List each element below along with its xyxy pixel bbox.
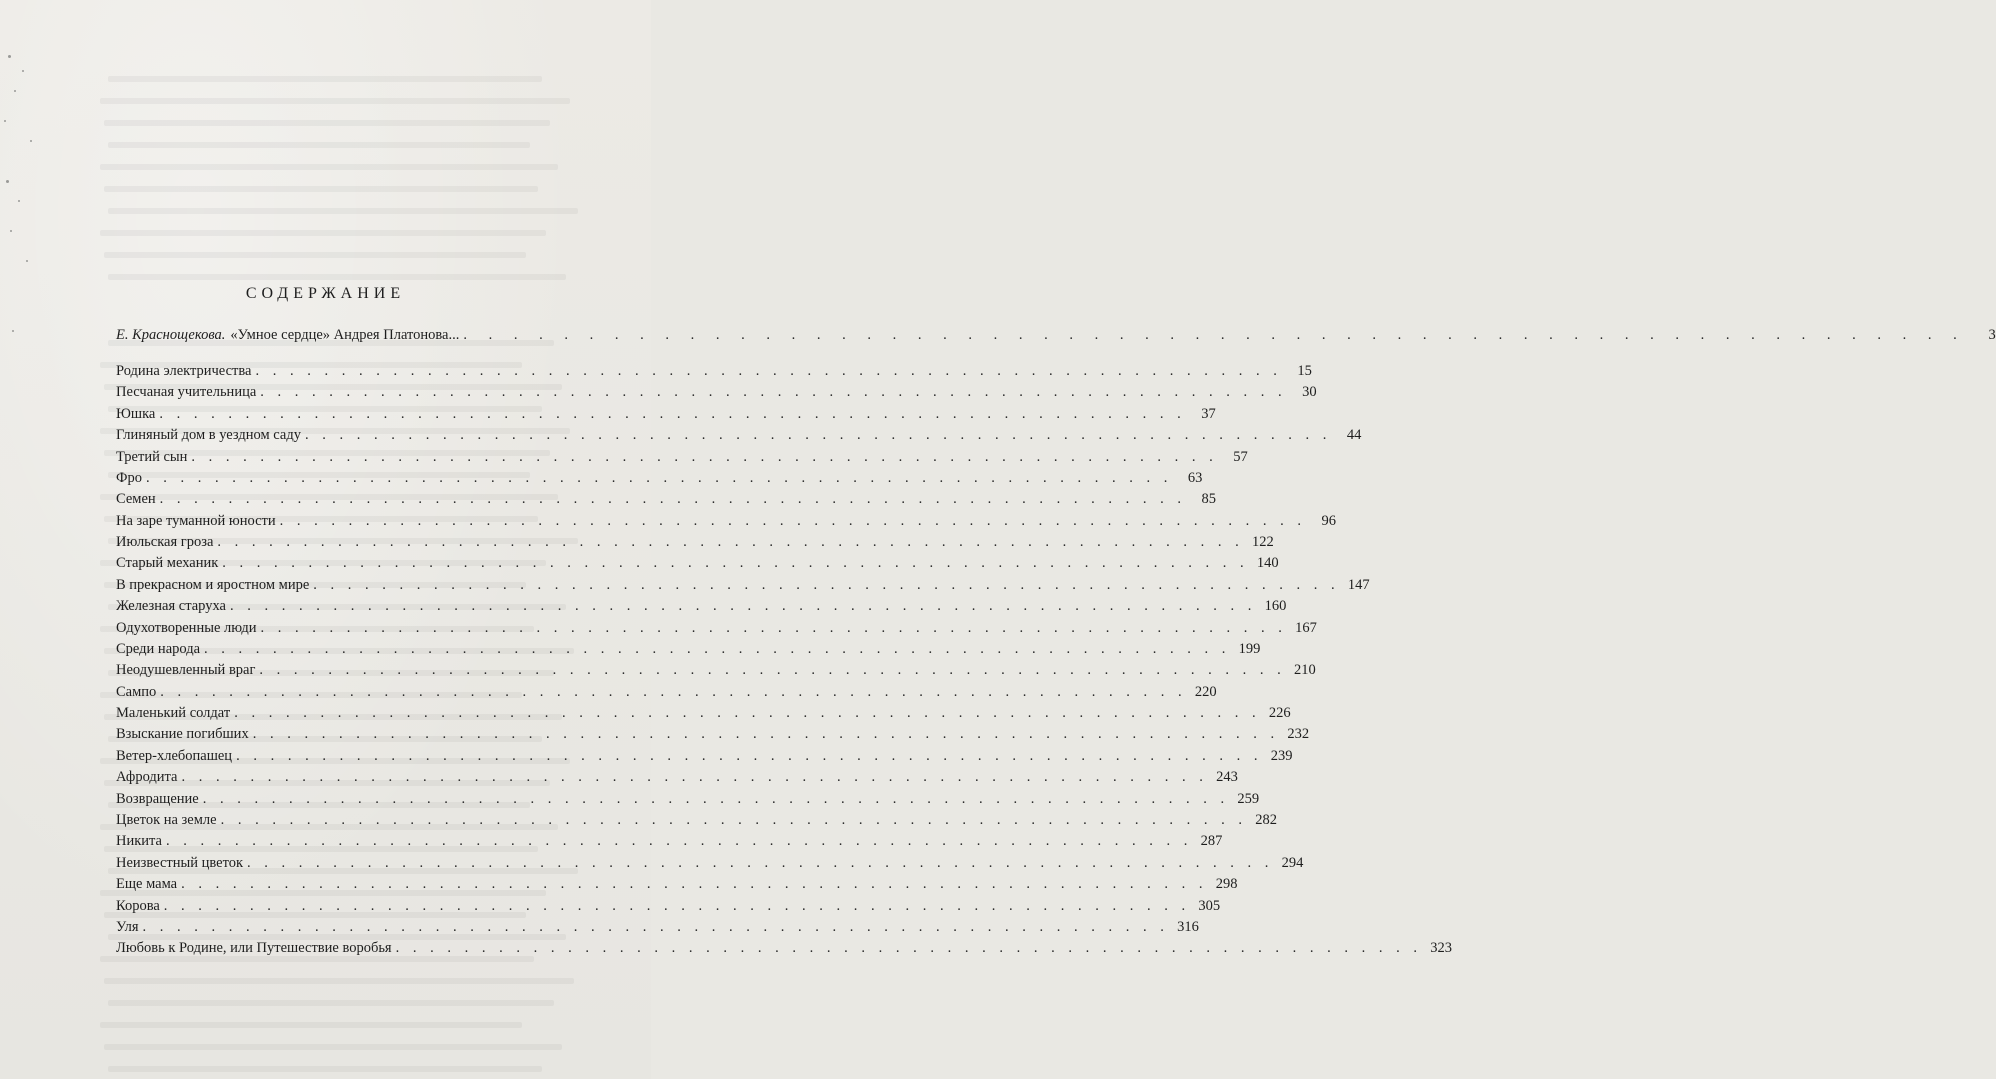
toc-entry-page: 30 xyxy=(1302,384,1317,401)
bleed-line xyxy=(108,76,542,82)
toc-entry-page: 287 xyxy=(1200,833,1223,850)
leader-dots: . . . . . . . . . . . . . . . . . . . . . . . . . . . . . . . . . . . . . . . . . . . . . . . . . . . . . . . . . . . . xyxy=(166,833,1193,850)
bleed-line xyxy=(108,1000,554,1006)
toc-entry xyxy=(116,491,1217,513)
toc-entry-page: 316 xyxy=(1177,918,1199,935)
leader-dots: . . . . . . . . . . . . . . . . . . . . . . . . . . . . . . . . . . . . . . . . . . . . . . . . . . . . . . . . . . . . xyxy=(463,327,1966,343)
toc-entry-title: Юшка xyxy=(116,405,156,422)
toc-entry-title: Ветер-хлебопашец xyxy=(116,747,233,764)
toc-entry-title: Старый механик xyxy=(116,555,219,572)
toc-entry-page: 37 xyxy=(1201,405,1216,422)
toc-entry-page: 294 xyxy=(1281,854,1304,871)
toc-intro-entry xyxy=(116,327,1996,349)
bleed-line xyxy=(100,230,546,236)
leader-dots: . . . . . . . . . . . . . . . . . . . . . . . . . . . . . . . . . . . . . . . . . . . . . . . . . . . . . . . . . . . . xyxy=(222,555,1249,572)
toc-entry-page: 259 xyxy=(1237,790,1260,807)
toc-entry-page: 239 xyxy=(1270,747,1293,764)
paper-speck xyxy=(12,330,14,332)
leader-dots: . . . . . . . . . . . . . . . . . . . . . . . . . . . . . . . . . . . . . . . . . . . . . . . . . . . . . . . . . . . . xyxy=(145,469,1173,486)
toc-entry-title: На заре туманной юности xyxy=(116,512,276,529)
toc-entry-page: 122 xyxy=(1252,534,1274,551)
toc-entry xyxy=(116,790,1260,813)
toc-entry-title: Взыскание погибших xyxy=(116,726,249,743)
leader-dots: . . . . . . . . . . . . . . . . . . . . . . . . . . . . . . . . . . . . . . . . . . . . . . . . . . . . . . . . . . . . xyxy=(395,940,1422,957)
leader-dots: . . . . . . . . . . . . . . . . . . . . . . . . . . . . . . . . . . . . . . . . . . . . . . . . . . . . . . . . . . . . xyxy=(247,854,1274,871)
paper-speck xyxy=(26,260,28,262)
leader-dots: . . . . . . . . . . . . . . . . . . . . . . . . . . . . . . . . . . . . . . . . . . . . . . . . . . . . . . . . . . . . xyxy=(159,491,1187,508)
toc-entry xyxy=(116,448,1248,471)
paper-speck xyxy=(6,180,9,183)
toc-entry-page: 15 xyxy=(1297,363,1312,379)
toc-intro-page: 3 xyxy=(1988,327,1996,343)
toc-entry-title: Родина электричества xyxy=(116,363,252,379)
leader-dots: . . . . . . . . . . . . . . . . . . . . . . . . . . . . . . . . . . . . . . . . . . . . . . . . . . . . . . . . . . . . xyxy=(204,640,1231,657)
leader-dots: . . . . . . . . . . . . . . . . . . . . . . . . . . . . . . . . . . . . . . . . . . . . . . . . . . . . . . . . . . . . xyxy=(159,405,1186,422)
bleed-line xyxy=(100,164,558,170)
toc-entry xyxy=(116,405,1216,428)
bleed-line xyxy=(104,978,574,984)
toc-entry xyxy=(116,619,1317,642)
toc-entry-title: Июльская гроза xyxy=(116,534,214,551)
paper-speck xyxy=(22,70,24,72)
leader-dots: . . . . . . . . . . . . . . . . . . . . . . . . . . . . . . . . . . . . . . . . . . . . . . . . . . . . . . . . . . . . xyxy=(160,683,1187,700)
leader-dots: . . . . . . . . . . . . . . . . . . . . . . . . . . . . . . . . . . . . . . . . . . . . . . . . . . . . . . . . . . . . xyxy=(217,534,1244,551)
toc-entry-title: Афродита xyxy=(116,769,178,786)
bleed-line xyxy=(108,142,530,148)
toc-entry-page: 199 xyxy=(1238,640,1261,657)
bleed-line xyxy=(104,186,538,192)
leader-dots: . . . . . . . . . . . . . . . . . . . . . . . . . . . . . . . . . . . . . . . . . . . . . . . . . . . . . . . . . . . . xyxy=(220,811,1247,828)
toc-entry xyxy=(116,918,1199,941)
toc-entry-page: 243 xyxy=(1216,769,1238,786)
toc-entry-page: 85 xyxy=(1201,491,1217,508)
toc-entry xyxy=(116,384,1317,406)
leader-dots: . . . . . . . . . . . . . . . . . . . . . . . . . . . . . . . . . . . . . . . . . . . . . . . . . . . . . . . . . . . . xyxy=(279,512,1306,529)
toc-entry xyxy=(116,726,1310,748)
toc-entry-title: Никита xyxy=(116,833,162,850)
toc-entry-page: 226 xyxy=(1268,705,1291,722)
leader-dots: . . . . . . . . . . . . . . . . . . . . . . . . . . . . . . . . . . . . . . . . . . . . . . . . . . . . . . . . . . . . xyxy=(236,747,1263,764)
toc-entry xyxy=(116,576,1370,599)
toc-entry-title: Железная старуха xyxy=(116,598,226,615)
leader-dots: . . . . . . . . . . . . . . . . . . . . . . . . . . . . . . . . . . . . . . . . . . . . . . . . . . . . . . . . . . . . xyxy=(252,726,1280,743)
toc-entry-title: Корова xyxy=(116,897,160,914)
toc-intro-author: Е. Краснощекова. xyxy=(116,327,226,343)
toc-entry xyxy=(116,833,1223,855)
toc-entry-title: Сампо xyxy=(116,683,157,700)
toc-entry xyxy=(116,683,1217,706)
toc-entry xyxy=(116,363,1312,385)
bleed-line xyxy=(104,252,526,258)
toc-entry-page: 232 xyxy=(1287,726,1310,743)
paper-speck xyxy=(10,230,12,232)
toc-entry-title: Цветок на земле xyxy=(116,811,217,828)
leader-dots: . . . . . . . . . . . . . . . . . . . . . . . . . . . . . . . . . . . . . . . . . . . . . . . . . . . . . . . . . . . . xyxy=(229,598,1257,615)
toc-entry-page: 63 xyxy=(1187,469,1203,486)
leader-dots: . . . . . . . . . . . . . . . . . . . . . . . . . . . . . . . . . . . . . . . . . . . . . . . . . . . . . . . . . . . . xyxy=(260,619,1287,636)
leader-dots: . . . . . . . . . . . . . . . . . . . . . . . . . . . . . . . . . . . . . . . . . . . . . . . . . . . . . . . . . . . . xyxy=(313,576,1340,593)
toc-entry xyxy=(116,769,1238,791)
bleed-line xyxy=(104,1044,562,1050)
toc-entry-title: Возвращение xyxy=(116,790,199,807)
paper-speck xyxy=(4,120,6,122)
toc-entry xyxy=(116,705,1291,727)
toc-entry-page: 44 xyxy=(1346,427,1362,444)
leader-dots: . . . . . . . . . . . . . . . . . . . . . . . . . . . . . . . . . . . . . . . . . . . . . . . . . . . . . . . . . . . . xyxy=(181,876,1208,893)
toc-entry-title: Неизвестный цветок xyxy=(116,854,244,871)
toc-entry-page: 323 xyxy=(1430,940,1452,957)
toc-entry-title: Неодушевленный враг xyxy=(116,662,256,679)
toc-entry-title: Любовь к Родине, или Путешествие воробья xyxy=(116,940,392,957)
toc-entry xyxy=(116,897,1221,920)
paper-speck xyxy=(30,140,32,142)
page-heading: СОДЕРЖАНИЕ xyxy=(245,285,406,302)
toc-entry-title: Фро xyxy=(116,469,142,486)
toc-entry xyxy=(116,811,1277,834)
toc-entry xyxy=(116,662,1316,684)
toc-entry xyxy=(116,512,1336,535)
toc-entry-title: Среди народа xyxy=(116,640,201,657)
bleed-line xyxy=(108,1066,542,1072)
toc-entry-page: 57 xyxy=(1233,448,1248,465)
leader-dots: . . . . . . . . . . . . . . . . . . . . . . . . . . . . . . . . . . . . . . . . . . . . . . . . . . . . . . . . . . . . xyxy=(304,427,1332,444)
leader-dots: . . . . . . . . . . . . . . . . . . . . . . . . . . . . . . . . . . . . . . . . . . . . . . . . . . . . . . . . . . . . xyxy=(234,705,1261,722)
toc-entry-page: 210 xyxy=(1294,662,1316,679)
paper-speck xyxy=(8,55,11,58)
toc-entry xyxy=(116,747,1293,770)
toc-entry-title: Глиняный дом в уездном саду xyxy=(116,427,301,444)
toc-entry xyxy=(116,469,1203,492)
paper-speck xyxy=(14,90,16,92)
bleed-line xyxy=(108,274,566,280)
toc-entry-title: Песчаная учительница xyxy=(116,384,257,401)
toc-entry-page: 305 xyxy=(1198,897,1221,914)
toc-entry-page: 160 xyxy=(1264,598,1287,615)
toc-entry-title: Одухотворенные люди xyxy=(116,619,257,636)
toc-entry-page: 282 xyxy=(1255,811,1277,828)
bleed-line xyxy=(104,120,550,126)
toc-entry-page: 147 xyxy=(1347,576,1370,593)
toc-entry xyxy=(116,555,1279,577)
bleed-line xyxy=(100,98,570,104)
toc-entry-page: 298 xyxy=(1215,876,1238,893)
toc-entry-title: В прекрасном и яростном мире xyxy=(116,576,310,593)
bleed-line xyxy=(108,208,578,214)
toc-entry-title: Еще мама xyxy=(116,876,178,893)
toc-entry xyxy=(116,427,1362,449)
toc-entry-page: 96 xyxy=(1321,512,1336,529)
leader-dots: . . . . . . . . . . . . . . . . . . . . . . . . . . . . . . . . . . . . . . . . . . . . . . . . . . . . . . . . . . . . xyxy=(181,769,1208,786)
toc-entry xyxy=(116,876,1238,898)
toc-entry xyxy=(116,598,1287,620)
toc-entry-title: Уля xyxy=(116,918,139,935)
leader-dots: . . . . . . . . . . . . . . . . . . . . . . . . . . . . . . . . . . . . . . . . . . . . . . . . . . . . . . . . . . . . xyxy=(202,790,1230,807)
leader-dots: . . . . . . . . . . . . . . . . . . . . . . . . . . . . . . . . . . . . . . . . . . . . . . . . . . . . . . . . . . . . xyxy=(259,662,1286,679)
toc-entry-title: Семен xyxy=(116,491,156,508)
paper-speck xyxy=(18,200,20,202)
toc-entry xyxy=(116,640,1261,663)
leader-dots: . . . . . . . . . . . . . . . . . . . . . . . . . . . . . . . . . . . . . . . . . . . . . . . . . . . . . . . . . . . . xyxy=(260,384,1287,401)
toc-entry xyxy=(116,940,1452,962)
toc-entry xyxy=(116,534,1274,556)
bleed-line xyxy=(100,1022,522,1028)
toc-entry-page: 140 xyxy=(1256,555,1279,572)
leader-dots: . . . . . . . . . . . . . . . . . . . . . . . . . . . . . . . . . . . . . . . . . . . . . . . . . . . . . . . . . . . . xyxy=(191,448,1218,465)
toc-intro-title: «Умное сердце» Андрея Платонова... xyxy=(230,327,460,343)
leader-dots: . . . . . . . . . . . . . . . . . . . . . . . . . . . . . . . . . . . . . . . . . . . . . . . . . . . . . . . . . . . . xyxy=(255,363,1282,379)
toc-entry-page: 167 xyxy=(1295,619,1317,636)
toc-entry-title: Третий сын xyxy=(116,448,188,465)
leader-dots: . . . . . . . . . . . . . . . . . . . . . . . . . . . . . . . . . . . . . . . . . . . . . . . . . . . . . . . . . . . . xyxy=(163,897,1191,914)
leader-dots: . . . . . . . . . . . . . . . . . . . . . . . . . . . . . . . . . . . . . . . . . . . . . . . . . . . . . . . . . . . . xyxy=(142,918,1169,935)
toc-entry xyxy=(116,854,1304,877)
toc-entry-title: Маленький солдат xyxy=(116,705,231,722)
toc-entry-page: 220 xyxy=(1194,683,1217,700)
